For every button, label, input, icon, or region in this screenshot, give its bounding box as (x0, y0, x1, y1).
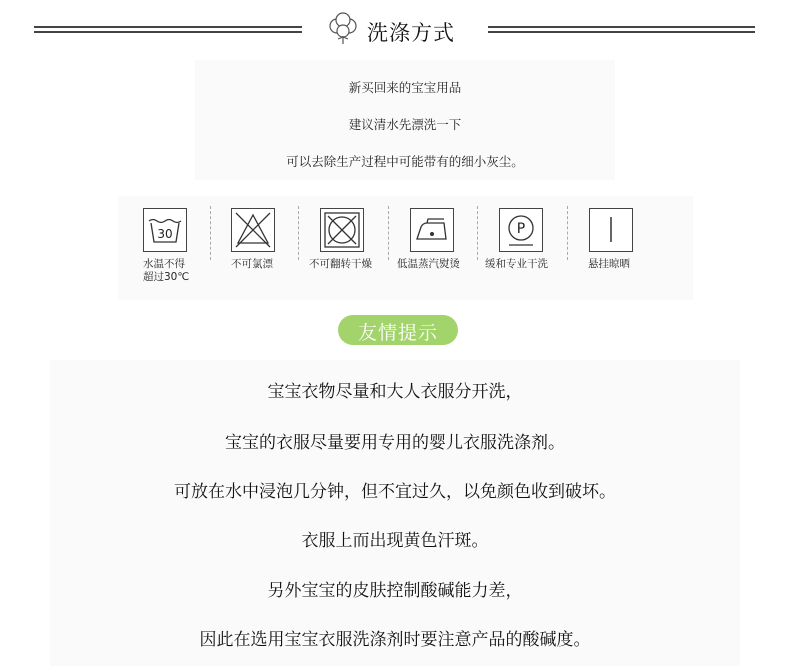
tip-line: 宝宝衣物尽量和大人衣服分开洗， (267, 382, 523, 402)
tip-line: 宝宝的衣服尽量要用专用的婴儿衣服洗涤剂。 (225, 433, 565, 453)
care-separator (567, 206, 568, 260)
intro-panel (195, 60, 615, 180)
header-rule-left (34, 26, 302, 34)
tips-badge (338, 315, 458, 345)
intro-line: 建议清水先漂洗一下 (348, 117, 462, 132)
wash-30-icon (143, 208, 187, 252)
tip-line: 可放在水中浸泡几分钟，但不宜过久，以免颜色收到破坏。 (174, 482, 616, 502)
dry-clean-letter: P (516, 221, 526, 237)
no-tumble-dry-icon (320, 208, 364, 252)
no-bleach-icon (231, 208, 275, 252)
wash-temp-text: 30 (157, 227, 173, 241)
care-separator (210, 206, 211, 260)
low-steam-iron-icon (410, 208, 454, 252)
header-rule-right (488, 26, 755, 34)
care-label: 不可氯漂 (231, 258, 273, 270)
tips-panel (50, 360, 740, 666)
care-label: 缓和专业干洗 (485, 258, 548, 270)
tip-line: 另外宝宝的皮肤控制酸碱能力差， (267, 581, 523, 601)
intro-line: 新买回来的宝宝用品 (348, 80, 462, 95)
section-title: 洗涤方式 (367, 21, 455, 45)
cotton-flower-icon (326, 12, 360, 46)
tips-title: 友情提示 (357, 322, 438, 344)
care-label: 不可翻转干燥 (309, 258, 372, 270)
care-label: 水温不得 超过30℃ (143, 258, 190, 283)
gentle-dry-clean-icon (499, 208, 543, 252)
tip-line: 衣服上而出现黄色汗斑。 (301, 531, 489, 551)
care-separator (388, 206, 389, 260)
care-label: 低温蒸汽熨烫 (397, 258, 460, 270)
care-separator (298, 206, 299, 260)
tip-line: 因此在选用宝宝衣服洗涤剂时要注意产品的酸碱度。 (199, 630, 591, 650)
care-label: 悬挂晾晒 (588, 258, 630, 270)
intro-line: 可以去除生产过程中可能带有的细小灰尘。 (286, 154, 524, 169)
care-separator (477, 206, 478, 260)
hang-dry-icon (589, 208, 633, 252)
